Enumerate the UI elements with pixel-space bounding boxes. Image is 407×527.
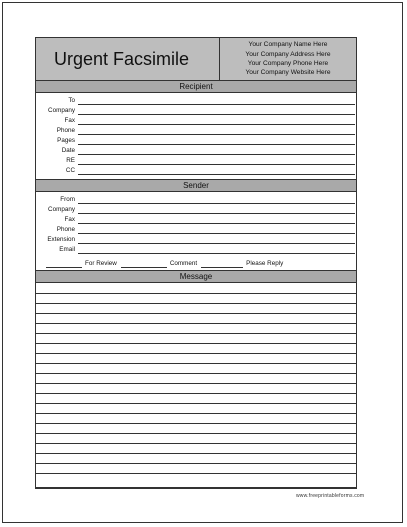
message-heading: Message — [36, 270, 356, 283]
recipient-field-row — [36, 105, 356, 115]
sender-field-row — [36, 194, 356, 204]
recipient-field-label: RE — [66, 157, 75, 164]
sender-field-input-line[interactable] — [78, 244, 355, 254]
reply-options — [36, 254, 356, 268]
message-line[interactable] — [36, 374, 356, 384]
message-line[interactable] — [36, 384, 356, 394]
sender-field-input-line[interactable] — [78, 194, 355, 204]
message-line[interactable] — [36, 404, 356, 414]
company-phone: Your Company Phone Here — [247, 60, 329, 67]
message-line[interactable] — [36, 294, 356, 304]
company-info — [220, 38, 356, 80]
recipient-field-label: Pages — [57, 137, 75, 144]
sender-field-input-line[interactable] — [78, 214, 355, 224]
recipient-field-row — [36, 95, 356, 105]
message-line[interactable] — [36, 414, 356, 424]
footer-credit: www.freeprintableforms.com — [296, 493, 365, 499]
message-line[interactable] — [36, 304, 356, 314]
sender-field-row — [36, 214, 356, 224]
sender-field-label: Company — [48, 206, 75, 213]
message-line[interactable] — [36, 464, 356, 474]
recipient-field-label: Fax — [64, 117, 75, 124]
recipient-field-label: Date — [61, 147, 75, 154]
message-line[interactable] — [36, 364, 356, 374]
recipient-field-label: Company — [48, 107, 75, 114]
recipient-field-label: Phone — [56, 127, 75, 134]
message-line[interactable] — [36, 354, 356, 364]
message-line[interactable] — [36, 454, 356, 464]
message-line[interactable] — [36, 444, 356, 454]
form-title: Urgent Facsimile — [36, 38, 220, 80]
sender-field-row — [36, 224, 356, 234]
recipient-field-label: CC — [65, 167, 75, 174]
message-line[interactable] — [36, 474, 356, 488]
message-line[interactable] — [36, 284, 356, 294]
sender-field-input-line[interactable] — [78, 234, 355, 244]
recipient-field-input-line[interactable] — [78, 145, 355, 155]
message-line[interactable] — [36, 344, 356, 354]
recipient-field-input-line[interactable] — [78, 95, 355, 105]
message-line[interactable] — [36, 394, 356, 404]
comment-label: Comment — [169, 260, 198, 267]
message-area[interactable] — [36, 283, 356, 488]
message-line[interactable] — [36, 324, 356, 334]
recipient-field-row — [36, 155, 356, 165]
recipient-heading: Recipient — [36, 81, 356, 93]
recipient-field-input-line[interactable] — [78, 115, 355, 125]
sender-heading: Sender — [36, 179, 356, 192]
please-reply-label: Please Reply — [246, 260, 284, 267]
form-header — [36, 38, 356, 81]
sender-field-input-line[interactable] — [78, 224, 355, 234]
sender-field-label: Email — [59, 246, 75, 253]
company-address: Your Company Address Here — [245, 50, 331, 58]
sender-field-label: Fax — [64, 216, 75, 223]
sender-field-input-line[interactable] — [78, 204, 355, 214]
recipient-field-input-line[interactable] — [78, 165, 355, 175]
recipient-field-row — [36, 145, 356, 155]
sender-field-label: From — [60, 196, 75, 203]
recipient-field-input-line[interactable] — [78, 155, 355, 165]
company-website: Your Company Website Here — [245, 69, 331, 77]
sender-fields — [36, 192, 356, 254]
recipient-field-label: To — [68, 97, 75, 104]
please-reply-checkline[interactable] — [201, 259, 243, 268]
message-line[interactable] — [36, 334, 356, 344]
recipient-field-row — [36, 165, 356, 175]
recipient-field-row — [36, 115, 356, 125]
for-review-label: For Review — [85, 260, 117, 267]
for-review-checkline[interactable] — [46, 259, 82, 268]
sender-field-row — [36, 244, 356, 254]
recipient-fields — [36, 93, 356, 175]
company-name: Your Company Name Here — [248, 41, 328, 49]
recipient-field-input-line[interactable] — [78, 125, 355, 135]
recipient-field-input-line[interactable] — [78, 135, 355, 145]
sender-field-label: Phone — [56, 226, 75, 233]
fax-cover-form — [35, 37, 357, 489]
message-line[interactable] — [36, 314, 356, 324]
comment-checkline[interactable] — [121, 259, 167, 268]
message-line[interactable] — [36, 434, 356, 444]
recipient-field-input-line[interactable] — [78, 105, 355, 115]
recipient-field-row — [36, 135, 356, 145]
message-line[interactable] — [36, 424, 356, 434]
sender-field-label: Extension — [47, 236, 75, 243]
recipient-field-row — [36, 125, 356, 135]
sender-field-row — [36, 234, 356, 244]
sender-field-row — [36, 204, 356, 214]
